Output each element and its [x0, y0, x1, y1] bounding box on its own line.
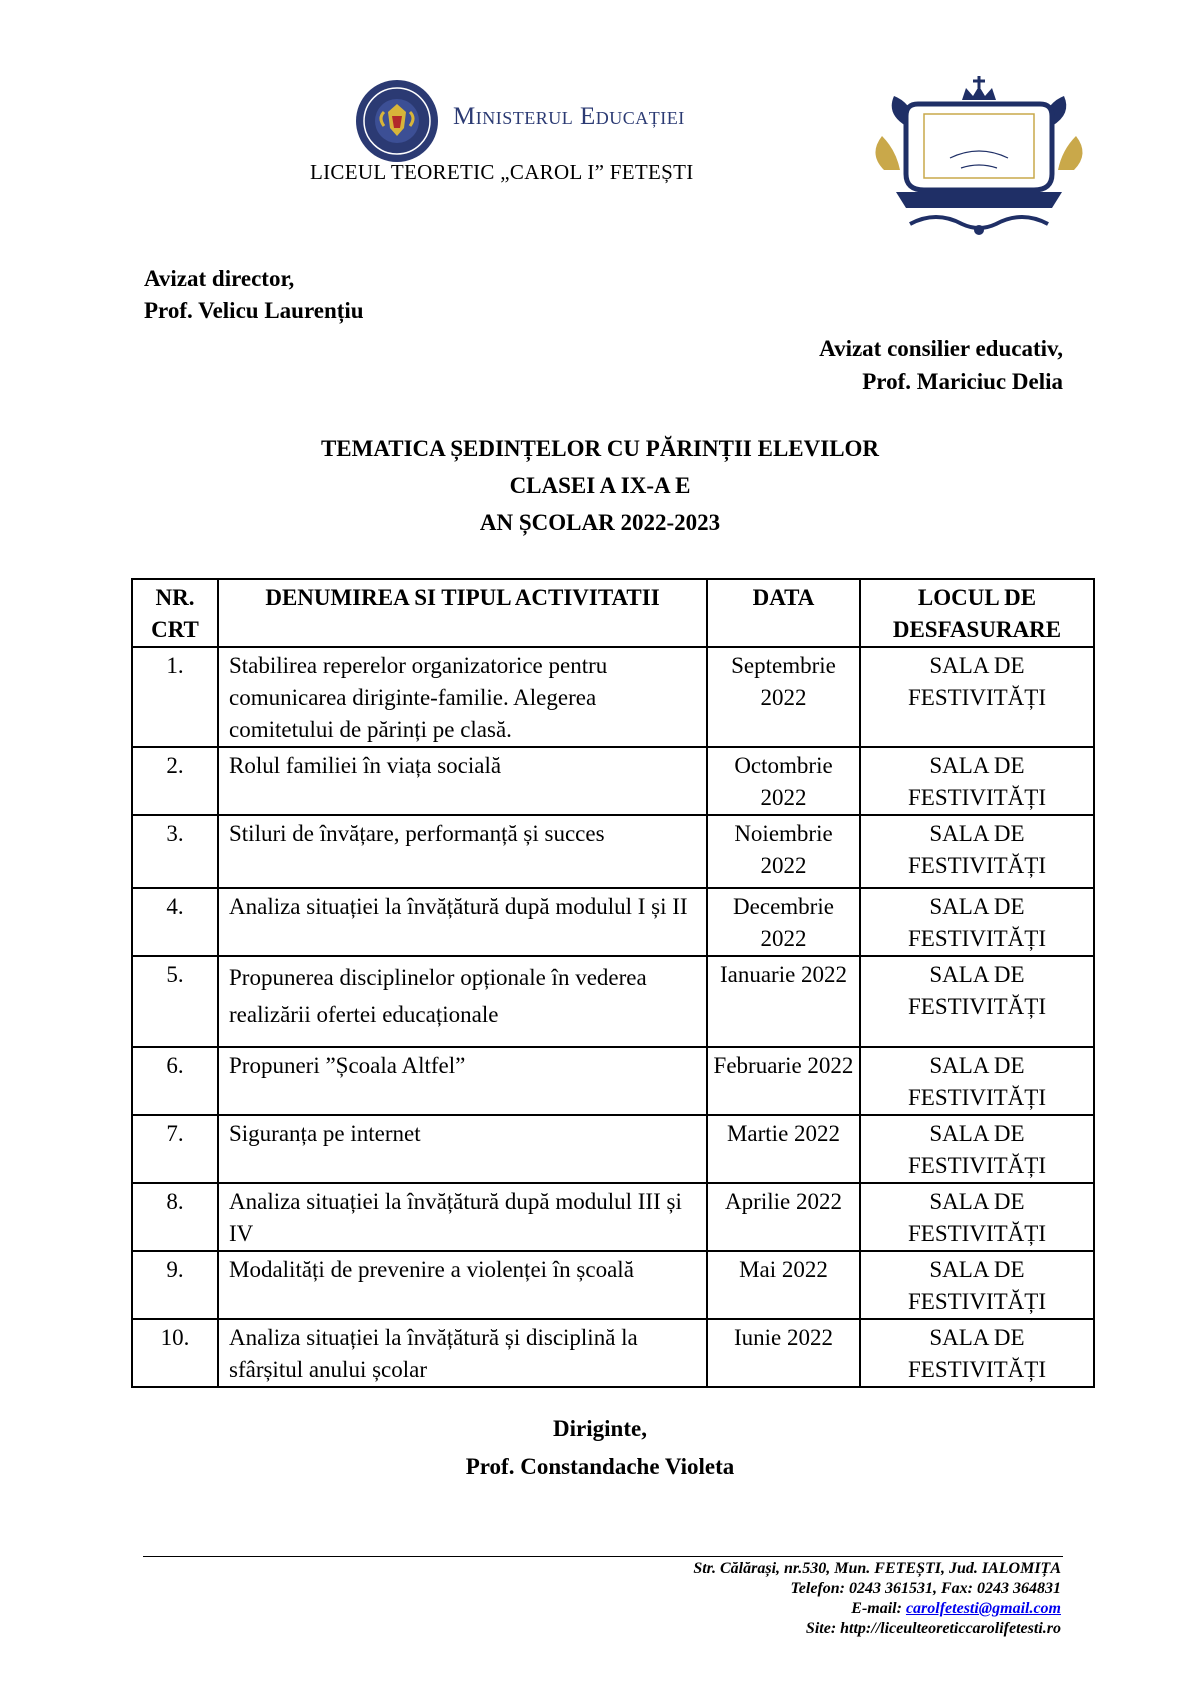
title-line-3: AN ȘCOLAR 2022-2023	[479, 510, 721, 535]
counselor-approval-title: Avizat consilier educativ,	[819, 336, 1063, 361]
cell-nr: 2.	[132, 747, 218, 815]
cell-date: Mai 2022	[707, 1251, 860, 1319]
table-row	[132, 815, 1094, 888]
document-title	[0, 430, 1200, 541]
table-row	[132, 1183, 1094, 1251]
table-row	[132, 956, 1094, 1047]
footer-email-link[interactable]: carolfetesti@gmail.com	[905, 1600, 1061, 1617]
cell-nr: 3.	[132, 815, 218, 888]
director-approval-title: Avizat director,	[144, 266, 295, 291]
footer-email-label: E-mail:	[851, 1600, 906, 1617]
cell-location: SALA DE FESTIVITĂȚI	[860, 1319, 1094, 1387]
school-crest-logo	[866, 74, 1092, 240]
table-row	[132, 1047, 1094, 1115]
table-row	[132, 647, 1094, 747]
cell-location: SALA DE FESTIVITĂȚI	[860, 1047, 1094, 1115]
cell-date: Noiembrie 2022	[707, 815, 860, 888]
director-name: Prof. Velicu Laurențiu	[144, 298, 364, 323]
cell-activity: Modalități de prevenire a violenței în școală	[218, 1251, 707, 1319]
cell-date: Februarie 2022	[707, 1047, 860, 1115]
cell-nr: 9.	[132, 1251, 218, 1319]
cell-activity: Siguranța pe internet	[218, 1115, 707, 1183]
table-row	[132, 888, 1094, 956]
cell-date: Martie 2022	[707, 1115, 860, 1183]
header-nr: NR. CRT	[132, 579, 218, 647]
cell-location: SALA DE FESTIVITĂȚI	[860, 1183, 1094, 1251]
cell-date: Decembrie 2022	[707, 888, 860, 956]
cell-activity: Stabilirea reperelor organizatorice pentru comunicarea diriginte-familie. Alegerea comitetului de părinți pe clasă.	[218, 647, 707, 747]
title-line-2: CLASEI A IX-A E	[509, 473, 691, 498]
cell-activity: Analiza situației la învățătură după modulul I și II	[218, 888, 707, 956]
cell-nr: 7.	[132, 1115, 218, 1183]
counselor-name: Prof. Mariciuc Delia	[862, 369, 1063, 394]
cell-location: SALA DE FESTIVITĂȚI	[860, 956, 1094, 1047]
cell-date: Aprilie 2022	[707, 1183, 860, 1251]
table-row	[132, 747, 1094, 815]
cell-activity: Analiza situației la învățătură și disciplină la sfârșitul anului școlar	[218, 1319, 707, 1387]
header-date: DATA	[707, 579, 860, 647]
cell-nr: 1.	[132, 647, 218, 747]
footer-divider	[143, 1556, 1063, 1557]
cell-activity: Propuneri ”Școala Altfel”	[218, 1047, 707, 1115]
cell-activity: Stiluri de învățare, performanță și succes	[218, 815, 707, 888]
cell-nr: 10.	[132, 1319, 218, 1387]
cell-activity: Analiza situației la învățătură după modulul III și IV	[218, 1183, 707, 1251]
cell-date: Septembrie 2022	[707, 647, 860, 747]
meetings-schedule-table	[131, 578, 1095, 1388]
cell-date: Ianuarie 2022	[707, 956, 860, 1047]
cell-nr: 5.	[132, 956, 218, 1047]
table-row	[132, 1251, 1094, 1319]
cell-location: SALA DE FESTIVITĂȚI	[860, 815, 1094, 888]
table-header-row	[132, 579, 1094, 647]
signature-title: Diriginte,	[553, 1416, 647, 1441]
cell-location: SALA DE FESTIVITĂȚI	[860, 888, 1094, 956]
ministry-name: Ministerul Educației	[453, 103, 685, 130]
cell-activity: Rolul familiei în viața socială	[218, 747, 707, 815]
cell-location: SALA DE FESTIVITĂȚI	[860, 647, 1094, 747]
cell-location: SALA DE FESTIVITĂȚI	[860, 1251, 1094, 1319]
table-row	[132, 1319, 1094, 1387]
cell-nr: 8.	[132, 1183, 218, 1251]
signature-name: Prof. Constandache Violeta	[465, 1454, 735, 1479]
footer-email-line	[693, 1599, 1061, 1619]
footer-contact	[693, 1559, 1061, 1639]
counselor-approval-block	[819, 332, 1063, 398]
footer-phone: Telefon: 0243 361531, Fax: 0243 364831	[790, 1580, 1061, 1597]
footer-site[interactable]: Site: http://liceulteoreticcarolifetesti.ro	[805, 1620, 1061, 1637]
header-location: LOCUL DE DESFASURARE	[860, 579, 1094, 647]
cell-location: SALA DE FESTIVITĂȚI	[860, 1115, 1094, 1183]
header-activity: DENUMIREA SI TIPUL ACTIVITATII	[218, 579, 707, 647]
government-seal-logo	[354, 78, 440, 164]
cell-activity: Propunerea disciplinelor opționale în vederea realizării ofertei educaționale	[218, 956, 707, 1047]
cell-nr: 6.	[132, 1047, 218, 1115]
table-row	[132, 1115, 1094, 1183]
homeroom-teacher-signature	[0, 1410, 1200, 1486]
cell-nr: 4.	[132, 888, 218, 956]
title-line-1: TEMATICA ȘEDINȚELOR CU PĂRINȚII ELEVILOR	[320, 436, 880, 461]
footer-address: Str. Călărași, nr.530, Mun. FETEȘTI, Jud. IALOMIȚA	[693, 1560, 1061, 1577]
cell-date: Iunie 2022	[707, 1319, 860, 1387]
school-name: LICEUL TEORETIC „CAROL I” FETEȘTI	[310, 160, 694, 184]
cell-location: SALA DE FESTIVITĂȚI	[860, 747, 1094, 815]
cell-date: Octombrie 2022	[707, 747, 860, 815]
